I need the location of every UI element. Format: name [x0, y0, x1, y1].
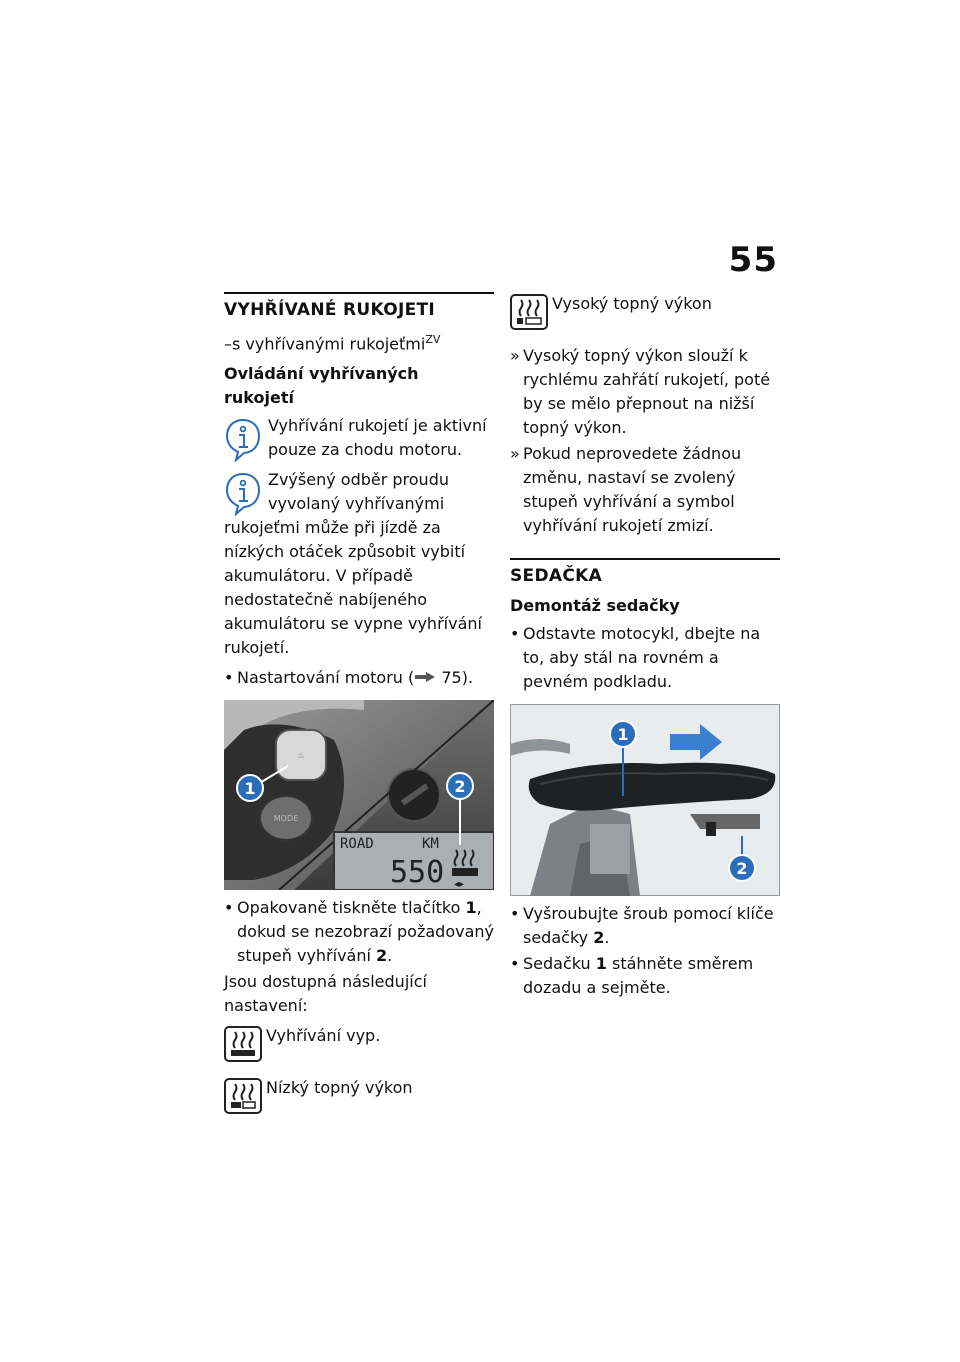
result-arrow — [510, 344, 523, 440]
bullet-dot — [510, 952, 523, 1000]
display-mode: ROAD — [340, 836, 374, 853]
bullet-dot — [224, 896, 237, 968]
page-reference-link[interactable]: 75). — [441, 668, 474, 688]
info-note-1 — [224, 414, 494, 462]
setting-off-label: Vyhřívání vyp. — [266, 1026, 381, 1046]
setting-low-row — [224, 1076, 494, 1114]
section-rule — [510, 558, 780, 560]
setting-high-row — [510, 292, 780, 330]
subtitle-seat-removal: Demontáž sedačky — [510, 596, 680, 615]
bullet-text: Opakovaně tiskněte tlačítko 1, dokud se nezobrazí požadovaný stupeň vyhřívání 2. — [237, 898, 494, 966]
heating-low-icon — [224, 1078, 262, 1114]
callout-2: 2 — [736, 859, 748, 878]
display-value: 550 — [390, 855, 445, 891]
bullet-unscrew — [510, 902, 780, 950]
section-title-seat: SEDAČKA — [510, 566, 603, 586]
result-2 — [510, 442, 780, 538]
mode-button-label: MODE — [273, 814, 299, 824]
info-icon — [224, 418, 262, 462]
setting-low-label: Nízký topný výkon — [266, 1078, 413, 1098]
settings-intro: Jsou dostupná následující nastavení: — [224, 972, 427, 1016]
setting-off-row — [224, 1024, 494, 1062]
bullet-text: Nastartování motoru ( 75). — [237, 668, 474, 688]
heating-high-icon — [510, 294, 548, 330]
bullet-press-button — [224, 896, 494, 968]
bullet-dot — [510, 902, 523, 950]
variant-line — [224, 328, 494, 356]
result-text: Vysoký topný výkon slouží k rychlému zahřátí rukojetí, poté by se mělo přepnout na nižší topný výkon. — [523, 346, 771, 437]
svg-text:◂▸: ◂▸ — [454, 879, 465, 891]
variant-text: –s vyhřívanými rukojeťmi — [224, 334, 426, 354]
result-1 — [510, 344, 780, 440]
bullet-dot — [510, 622, 523, 694]
heating-off-icon — [224, 1026, 262, 1062]
subtitle-grip-control: Ovládání vyhřívaných rukojetí — [224, 364, 419, 408]
bullet-park-motorcycle — [510, 622, 780, 694]
page-number: 55 — [728, 240, 778, 280]
variant-sup: ZV — [425, 333, 441, 346]
svg-text:♨: ♨ — [297, 751, 305, 761]
callout-1: 1 — [244, 779, 256, 799]
note-text: Vyhřívání rukojetí je aktivní pouze za chodu motoru. — [268, 416, 487, 460]
figure-seat-removal — [510, 704, 780, 896]
bullet-text: Vyšroubujte šroub pomocí klíče sedačky 2. — [523, 904, 774, 947]
info-note-2 — [224, 468, 494, 660]
callout-2: 2 — [454, 777, 466, 797]
section-title-heated-grips: VYHŘÍVANÉ RUKOJETI — [224, 300, 436, 320]
bullet-dot — [224, 666, 237, 690]
bullet-text: Odstavte motocykl, dbejte na to, aby stál na rovném a pevném podkladu. — [523, 624, 761, 691]
setting-high-label: Vysoký topný výkon — [552, 294, 712, 313]
page-reference-arrow-icon — [414, 671, 436, 683]
bullet-remove-seat — [510, 952, 780, 1000]
section-rule — [224, 292, 494, 294]
note-text: Zvýšený odběr proudu vyvolaný vyhřívanými rukojeťmi může při jízdě za nízkých otáček způsobit vybití akumulátoru. V případě nedostatečně nabíjeného akumulátoru se vypne vyhřívání rukojetí. — [224, 470, 482, 658]
callout-1: 1 — [617, 725, 629, 744]
right-column — [510, 292, 780, 1002]
info-icon — [224, 472, 262, 516]
bullet-start-engine — [224, 666, 494, 690]
figure-handlebar-controls — [224, 700, 494, 890]
left-column — [224, 292, 494, 1128]
bullet-text: Sedačku 1 stáhněte směrem dozadu a sejměte. — [523, 954, 754, 997]
result-arrow — [510, 442, 523, 538]
result-text: Pokud neprovedete žádnou změnu, nastaví se zvolený stupeň vyhřívání a symbol vyhřívání rukojetí zmizí. — [523, 444, 742, 535]
display-unit: KM — [422, 836, 439, 853]
